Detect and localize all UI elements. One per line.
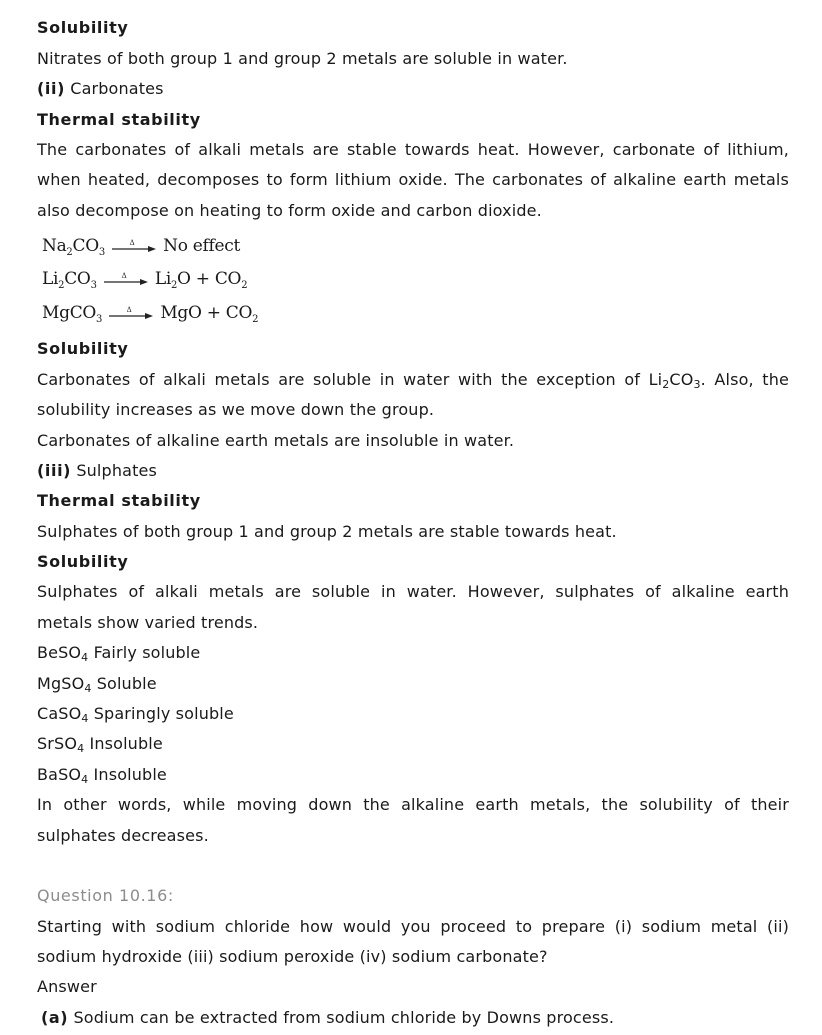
heading-thermal-stability: Thermal stability [37, 110, 201, 129]
paragraph-line: sulphates decreases. [37, 826, 209, 845]
question-text: Starting with sodium chloride how would you proceed to prepare (i) sodium metal (ii) [37, 917, 789, 936]
list-item: MgSO$_4$ Soluble [37, 674, 157, 695]
label-iii: (iii) [37, 461, 72, 480]
list-item: BeSO$_4$ Fairly soluble [37, 643, 201, 664]
heat-arrow-icon [109, 306, 153, 322]
heading-solubility: Solubility [37, 339, 129, 358]
svg-text:Δ: Δ [129, 238, 135, 247]
paragraph-line: Sulphates of alkali metals are soluble in water. However, sulphates of alkaline earth [37, 582, 789, 601]
list-item: CaSO$_4$ Sparingly soluble [37, 704, 234, 725]
heading-solubility: Solubility [37, 552, 129, 571]
paragraph-line: metals show varied trends. [37, 613, 259, 632]
subsection-carbonates [37, 78, 164, 100]
paragraph-line: In other words, while moving down the alkaline earth metals, the solubility of their [37, 795, 789, 814]
subsection-title: Sulphates [76, 461, 157, 480]
answer-part-a: (a) Sodium can be extracted from sodium chloride by Downs process. [41, 1008, 615, 1027]
paragraph-line: The carbonates of alkali metals are stable towards heat. However, carbonate of lithium, [37, 140, 789, 159]
svg-text:Δ: Δ [121, 271, 127, 280]
label-ii: (ii) [37, 79, 65, 98]
heading-solubility: Solubility [37, 18, 129, 37]
paragraph-line: when heated, decomposes to form lithium oxide. The carbonates of alkaline earth metals [37, 170, 789, 189]
heat-arrow-icon [104, 272, 148, 288]
list-item: SrSO$_4$ Insoluble [37, 734, 163, 755]
paragraph-line: Carbonates of alkaline earth metals are insoluble in water. [37, 431, 515, 450]
reaction-equation: MgCO$_3$ Δ MgO + $CO_2$ [42, 303, 259, 325]
svg-text:Δ: Δ [126, 305, 132, 314]
question-text: sodium hydroxide (iii) sodium peroxide (iv) sodium carbonate? [37, 947, 548, 966]
reaction-equation: $Na_2CO_3$ Δ No effect [42, 236, 240, 258]
subsection-title: Carbonates [70, 79, 164, 98]
paragraph-line: Carbonates of alkali metals are soluble in water with the exception of $Li_2CO_3$. Also, the [37, 370, 789, 391]
subsection-sulphates [37, 460, 157, 482]
paragraph-nitrates: Nitrates of both group 1 and group 2 metals are soluble in water. [37, 49, 568, 68]
paragraph-line: Sulphates of both group 1 and group 2 metals are stable towards heat. [37, 522, 617, 541]
heading-thermal-stability: Thermal stability [37, 491, 201, 510]
reaction-equation: $Li_2CO_3$ Δ $Li_2O + CO_2$ [42, 269, 248, 291]
question-heading: Question 10.16: [37, 886, 174, 905]
heat-arrow-icon [112, 239, 156, 255]
paragraph-line: also decompose on heating to form oxide and carbon dioxide. [37, 201, 542, 220]
paragraph-line: solubility increases as we move down the group. [37, 400, 435, 419]
label-a: (a) [41, 1008, 69, 1027]
list-item: BaSO$_4$ Insoluble [37, 765, 167, 786]
answer-label: Answer [37, 977, 97, 996]
